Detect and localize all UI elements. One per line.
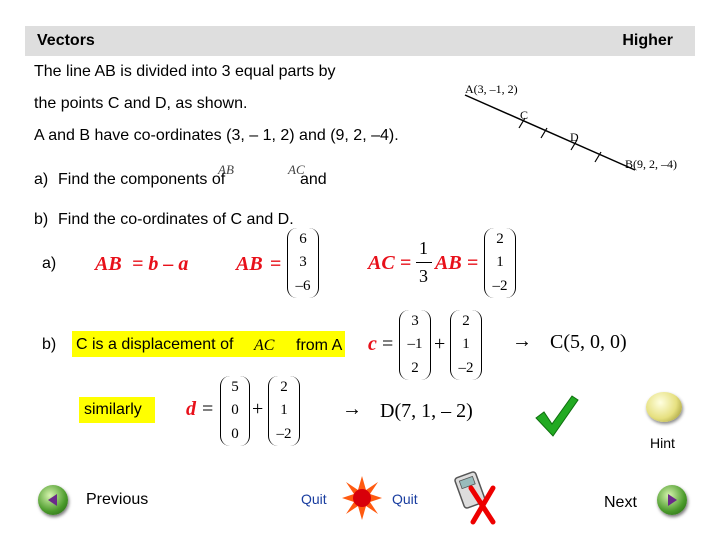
part-a-and: and bbox=[300, 171, 327, 188]
c-vector-y: 0 bbox=[231, 402, 239, 419]
d-result: D(7, 1, – 2) bbox=[380, 400, 473, 422]
displacement-text: C is a displacement of bbox=[76, 336, 234, 353]
quit-button[interactable] bbox=[342, 476, 382, 520]
checkmark-icon bbox=[532, 392, 580, 440]
label-a: A(3, –1, 2) bbox=[465, 82, 518, 96]
ab-equation-rhs: = b – a bbox=[132, 253, 189, 275]
d-variable: d bbox=[186, 398, 196, 420]
similarly-text: similarly bbox=[84, 401, 142, 418]
next-button[interactable] bbox=[657, 485, 687, 515]
ac-disp-y: 1 bbox=[462, 336, 470, 353]
calculator-icon[interactable] bbox=[453, 470, 503, 525]
arrow-icon: → bbox=[342, 398, 362, 420]
ac-disp-x: 2 bbox=[462, 313, 470, 330]
ac-disp-z: –2 bbox=[458, 359, 474, 376]
ac-displacement-vector bbox=[450, 310, 482, 380]
similarly-highlight bbox=[79, 397, 155, 423]
previous-button[interactable] bbox=[38, 485, 68, 515]
quit-left-label[interactable]: Quit bbox=[301, 491, 327, 507]
next-arrow-icon bbox=[657, 485, 687, 515]
label-b: B(9, 2, –4) bbox=[625, 157, 677, 171]
fraction-denominator: 3 bbox=[419, 266, 428, 286]
part-a-label: a) bbox=[34, 171, 49, 188]
equals-sign: = bbox=[400, 252, 412, 274]
question-line-2: the points C and D, as shown. bbox=[34, 95, 248, 112]
plus-sign: + bbox=[252, 398, 264, 420]
solution-a-label: a) bbox=[42, 255, 57, 272]
fraction-numerator: 1 bbox=[419, 238, 428, 258]
fraction-bar bbox=[416, 262, 432, 263]
ac-lhs: AC bbox=[368, 252, 395, 274]
previous-label[interactable]: Previous bbox=[86, 491, 149, 508]
vector-ac-symbol: AC bbox=[288, 162, 305, 177]
a-vector-x: 3 bbox=[411, 313, 419, 330]
level-label: Higher bbox=[622, 32, 673, 49]
ac2-y: 1 bbox=[280, 402, 288, 419]
header-bar bbox=[25, 26, 695, 56]
equals-sign: = bbox=[467, 252, 479, 274]
ab-lhs-3: AB bbox=[435, 252, 462, 274]
a-vector-z: 2 bbox=[411, 359, 419, 376]
arrow-icon: → bbox=[512, 330, 532, 352]
from-a-text: from A bbox=[296, 337, 343, 354]
question-line-3: A and B have co-ordinates (3, – 1, 2) and (9, 2, –4). bbox=[34, 127, 399, 144]
equals-sign: = bbox=[382, 333, 394, 355]
question-line-1: The line AB is divided into 3 equal parts by bbox=[34, 63, 336, 80]
hint-label[interactable]: Hint bbox=[650, 435, 675, 451]
part-a-text: Find the components of bbox=[58, 171, 226, 188]
c-vector-z: 0 bbox=[231, 425, 239, 442]
quit-right-label[interactable]: Quit bbox=[392, 491, 418, 507]
part-b-text: Find the co-ordinates of C and D. bbox=[58, 211, 294, 228]
part-b-label: b) bbox=[34, 211, 49, 228]
page-title: Vectors bbox=[37, 32, 95, 49]
previous-arrow-icon bbox=[38, 485, 68, 515]
ac2-x: 2 bbox=[280, 379, 288, 396]
ac-displacement-vector-2 bbox=[268, 376, 300, 446]
ab-vector bbox=[287, 228, 319, 298]
line-ab bbox=[465, 95, 635, 170]
ac-vector bbox=[484, 228, 516, 298]
ac-vector-symbol: AC bbox=[254, 337, 275, 354]
c-variable: c bbox=[368, 333, 377, 355]
next-label[interactable]: Next bbox=[604, 494, 637, 511]
equals-sign: = bbox=[270, 253, 282, 275]
c-position-vector bbox=[220, 376, 250, 446]
plus-sign: + bbox=[434, 333, 446, 355]
ab-vector-x: 6 bbox=[299, 231, 307, 248]
c-vector-x: 5 bbox=[231, 379, 239, 396]
vector-ab-symbol: AB bbox=[218, 162, 234, 177]
solution-b-label: b) bbox=[42, 336, 57, 353]
ab-equation-lhs: AB bbox=[95, 253, 122, 275]
ab-lhs-2: AB bbox=[236, 253, 263, 275]
a-position-vector bbox=[399, 310, 431, 380]
ac2-z: –2 bbox=[276, 425, 292, 442]
equals-sign: = bbox=[202, 398, 214, 420]
ac-vector-z: –2 bbox=[492, 277, 508, 294]
ab-vector-y: 3 bbox=[299, 254, 307, 271]
label-c: C bbox=[520, 108, 529, 122]
ab-vector-z: –6 bbox=[295, 277, 311, 294]
c-result: C(5, 0, 0) bbox=[550, 331, 627, 353]
ac-vector-y: 1 bbox=[496, 254, 504, 271]
ac-vector-x: 2 bbox=[496, 231, 504, 248]
hint-bulb-icon[interactable] bbox=[646, 392, 682, 422]
label-d: D bbox=[570, 130, 579, 144]
a-vector-y: –1 bbox=[407, 336, 423, 353]
